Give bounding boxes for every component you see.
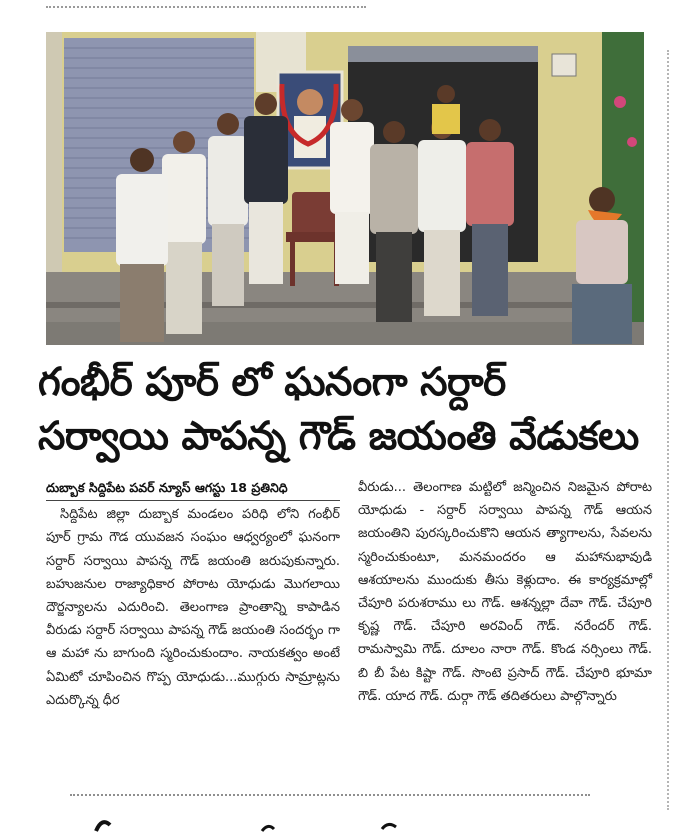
- article-body-left: సిద్దిపేట జిల్లా దుబ్బాక మండలం పరిధి లోని గంభీర్ పూర్ గ్రామ గౌడ యువజన సంఘం ఆధ్వర్యంలో ఘనంగా సర్దార్ సర్వాయి పాపన్న గౌడ్ జయంతి జరుపుకున్నారు. బహుజనుల రాజ్యాధికార పోరాట యోధుడు మొగలాయి దౌర్జన్యాలను ఎదురించి. తెలంగాణ ప్రాంతాన్ని కాపాడిన వీరుడు సర్దార్ సర్వాయి పాపన్న గౌడ్ జయంతి సందర్భం గా ఆ మహా ను బాగుంది స్మరించుకుందాం. నాయకత్వం అంటే ఏమిటో చూపించిన గొప్ప యోధుడు...ముగ్గురు సామ్రాట్లను ఎదుర్కొన్న ధీర: [46, 507, 341, 708]
- person: [418, 117, 466, 316]
- headline-line-2: సర్వాయి పాపన్న గౌడ్ జయంతి వేడుకలు: [38, 414, 639, 459]
- person: [208, 113, 248, 306]
- headline: [38, 356, 648, 464]
- door-header: [348, 46, 538, 62]
- person: [466, 119, 514, 316]
- next-article-fragment: [92, 815, 572, 833]
- column-dotted-separator: [667, 50, 669, 810]
- top-dotted-separator: [46, 0, 366, 8]
- person: [162, 131, 206, 334]
- article-column-right: [358, 476, 652, 708]
- dateline: దుబ్బాక సిద్దిపేట పవర్ న్యూస్ ఆగస్టు 18 ప్రతినిధి: [46, 476, 340, 501]
- bottom-dotted-separator: [70, 794, 590, 796]
- glyph-fragment: [96, 822, 110, 831]
- article-column-left: [46, 476, 340, 712]
- portrait-head: [297, 89, 323, 115]
- flowers: [627, 137, 637, 147]
- flowers: [614, 96, 626, 108]
- person: [244, 93, 288, 284]
- glyph-fragment: [262, 826, 274, 831]
- cropped-heading-glyphs: [92, 815, 572, 833]
- wall-left-pillar: [46, 32, 62, 277]
- headline-line-1: గంభీర్ పూర్ లో ఘనంగా సర్దార్: [38, 360, 506, 405]
- meter-box: [552, 54, 576, 76]
- news-photo-illustration: [46, 32, 644, 345]
- article-body-right: వీరుడు... తెలంగాణ మట్టిలో జన్మించిన నిజమైన పోరాట యోధుడు - సర్దార్ సర్వాయి పాపన్న గౌడ్ ఆయన జయంతిని పురస్కరించుకొని ఆయన త్యాగాలను, సేవలను స్మరించుకుంటూ, మనమందరం ఆ మహానుభావుడి ఆశయాలను ముందుకు తీసు కెళ్లుదాం. ఈ కార్యక్రమాల్లో చేపూరి పరుశరాము లు గౌడ్. ఆశన్నల్లా దేవా గౌడ్. చేపూరి కృష్ణ గౌడ్. చేపూరి అరవింద్ గౌడ్. నరేందర్ గౌడ్. రామస్వామి గౌడ్. దూలం నారా గౌడ్. కొండ నర్సింలు గౌడ్. బి బీ పేట కిష్టా గౌడ్. సొంటె ప్రసాద్ గౌడ్. చేపూరి భూమా గౌడ్. యాద గౌడ్. దుర్గా గౌడ్ తదితరులు పాల్గొన్నారు: [358, 480, 652, 704]
- person: [330, 99, 374, 284]
- person: [370, 121, 418, 322]
- news-photo: [46, 32, 644, 345]
- person: [116, 148, 168, 342]
- glyph-fragment: [382, 824, 396, 829]
